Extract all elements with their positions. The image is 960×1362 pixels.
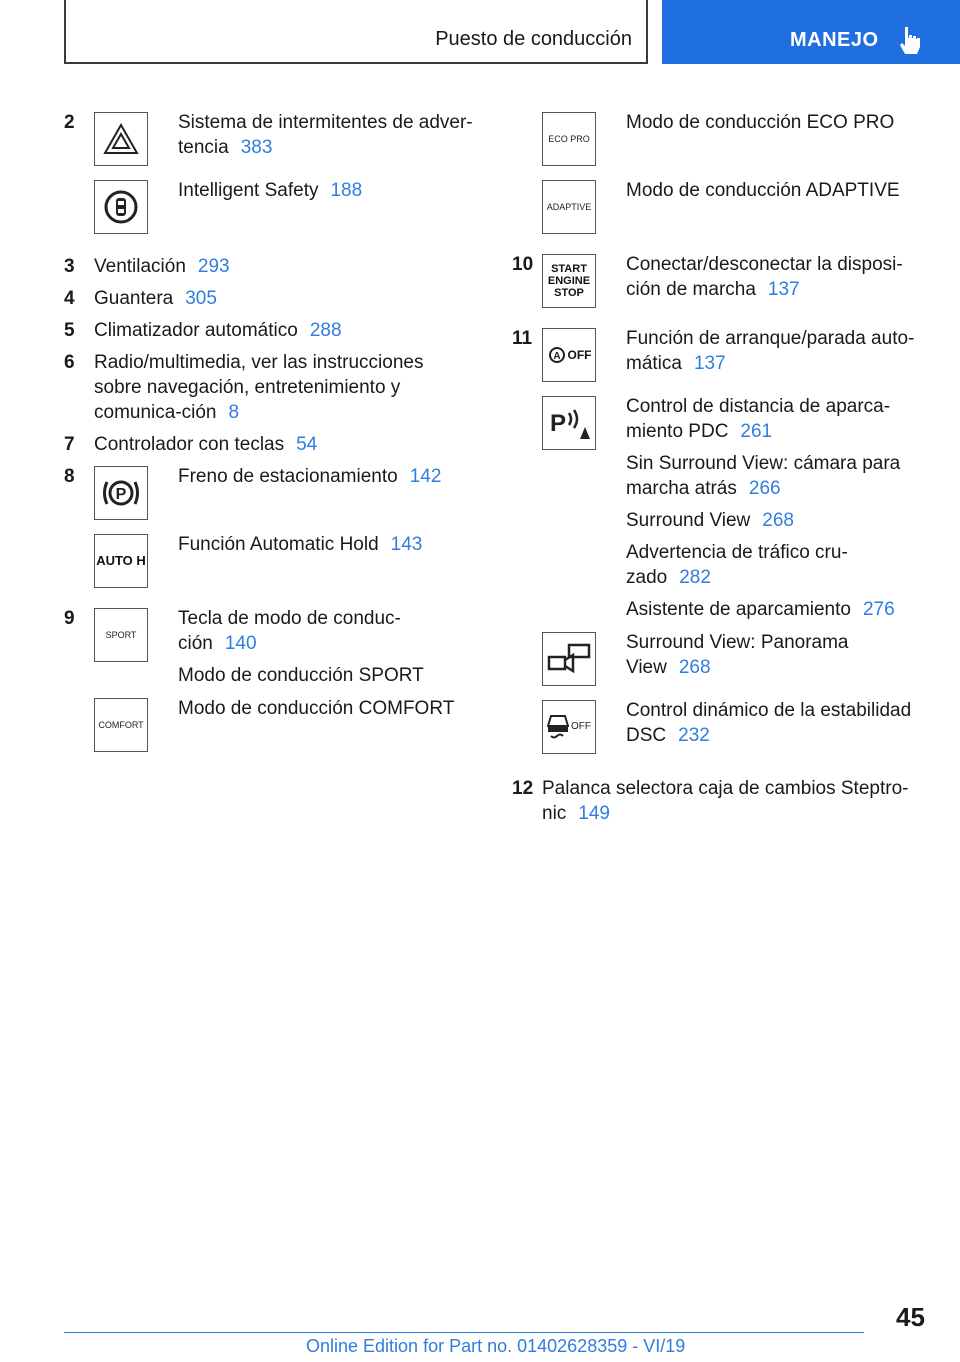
- intelligent-safety-icon: [94, 180, 148, 234]
- item-number: 6: [64, 352, 75, 373]
- chapter-title: MANEJO: [790, 29, 879, 51]
- list-item: [64, 464, 476, 520]
- item-number: 2: [64, 112, 75, 133]
- sport-mode-icon: SPORT: [94, 608, 148, 662]
- page-ref-link[interactable]: 137: [767, 279, 800, 300]
- list-item: [64, 110, 476, 166]
- item-text: Tecla de modo de conduc-ción 140: [178, 608, 401, 654]
- page-ref-link[interactable]: 149: [578, 803, 610, 824]
- item-text: Modo de conducción ADAPTIVE: [626, 180, 900, 201]
- panorama-view-icon: [542, 632, 596, 686]
- list-item: [512, 252, 922, 308]
- adaptive-icon: ADAPTIVE: [542, 180, 596, 234]
- auto-start-stop-off-icon: A OFF: [542, 328, 596, 382]
- page-ref-link[interactable]: 268: [762, 510, 794, 531]
- page-number: 45: [896, 1302, 925, 1332]
- item-text: Sistema de intermitentes de adver-tencia 383: [178, 112, 473, 158]
- list-item: 3 Ventilación 293: [64, 256, 230, 277]
- list-item: [512, 394, 922, 622]
- page-ref-link[interactable]: 142: [409, 466, 442, 487]
- chapter-tab[interactable]: [662, 0, 960, 64]
- parking-brake-icon: [94, 466, 148, 520]
- right-column: [512, 110, 922, 833]
- item-number: 7: [64, 434, 75, 455]
- page-ref-link[interactable]: 383: [240, 137, 273, 158]
- edition-text: Online Edition for Part no. 01402628359 - VI/19: [306, 1336, 686, 1356]
- item-text: Conectar/desconectar la disposi-ción de marcha 137: [626, 254, 903, 300]
- page-ref-link[interactable]: 54: [296, 434, 318, 455]
- item-text: Asistente de aparcamiento 276: [626, 599, 895, 620]
- list-item: 5 Climatizador automático 288: [64, 320, 342, 341]
- item-number: 8: [64, 466, 75, 487]
- item-text: Intelligent Safety 188: [178, 180, 363, 201]
- comfort-mode-icon: COMFORT: [94, 698, 148, 752]
- page-ref-link[interactable]: 305: [185, 288, 217, 309]
- list-item: [512, 178, 922, 234]
- list-item: [64, 532, 476, 588]
- page-ref-link[interactable]: 282: [679, 567, 711, 588]
- page-ref-link[interactable]: 188: [330, 180, 363, 201]
- page-ref-link[interactable]: 261: [740, 421, 773, 442]
- list-item: [512, 326, 922, 382]
- page-ref-link[interactable]: 140: [224, 633, 257, 654]
- list-item: [64, 606, 476, 688]
- item-text: Surround View: Panorama View 268: [626, 632, 849, 678]
- eco-pro-icon: ECO PRO: [542, 112, 596, 166]
- item-text: Advertencia de tráfico cru-zado 282: [626, 542, 848, 588]
- list-item: 12 Palanca selectora caja de cambios Steptro-nic 149: [512, 778, 909, 824]
- dsc-off-icon: OFF: [542, 700, 596, 754]
- item-text: Modo de conducción SPORT: [178, 665, 424, 686]
- list-item: 4 Guantera 305: [64, 288, 217, 309]
- page-ref-link[interactable]: 268: [678, 657, 711, 678]
- left-column: [64, 110, 476, 764]
- svg-text:P: P: [550, 410, 567, 437]
- svg-text:A: A: [552, 351, 561, 362]
- list-item: [512, 698, 922, 754]
- footer-divider: [64, 1332, 864, 1333]
- item-text: Función Automatic Hold 143: [178, 534, 423, 555]
- hand-pointer-icon: [896, 25, 922, 55]
- item-text: Control dinámico de la estabilidad DSC 232: [626, 700, 912, 746]
- list-item: [64, 178, 476, 234]
- item-number: 9: [64, 608, 75, 629]
- svg-text:P: P: [115, 486, 127, 503]
- item-text: Modo de conducción COMFORT: [178, 698, 455, 719]
- page-ref-link[interactable]: 8: [228, 402, 240, 423]
- page-ref-link[interactable]: 232: [678, 725, 710, 746]
- item-number: 4: [64, 288, 75, 309]
- list-item: 7 Controlador con teclas 54: [64, 434, 318, 455]
- start-stop-icon: START ENGINE STOP: [542, 254, 596, 308]
- list-item: [512, 630, 922, 686]
- item-text: Freno de estacionamiento 142: [178, 466, 442, 487]
- page-ref-link[interactable]: 266: [748, 478, 781, 499]
- page-ref-link[interactable]: 293: [197, 256, 230, 277]
- item-text: Surround View 268: [626, 510, 794, 531]
- item-number: 5: [64, 320, 75, 341]
- item-text: Función de arranque/parada auto-mática 137: [626, 328, 915, 374]
- page-ref-link[interactable]: 143: [390, 534, 423, 555]
- page-ref-link[interactable]: 288: [309, 320, 342, 341]
- list-item: 6 Radio/multimedia, ver las instrucciones sobre navegación, entretenimiento y comunica-ción 8: [64, 352, 424, 423]
- item-text: Modo de conducción ECO PRO: [626, 112, 895, 133]
- item-number: 12: [512, 778, 534, 799]
- item-text: Control de distancia de aparca-miento PDC 261: [626, 396, 891, 442]
- item-number: 3: [64, 256, 75, 277]
- page-ref-link[interactable]: 276: [862, 599, 895, 620]
- page-ref-link[interactable]: 137: [693, 353, 726, 374]
- list-item: [64, 696, 476, 752]
- header-section-box: [64, 0, 648, 64]
- section-title: Puesto de conducción: [435, 28, 632, 50]
- item-text: Sin Surround View: cámara para marcha atrás 266: [626, 453, 901, 499]
- pdc-icon: [542, 396, 596, 450]
- item-number: 11: [512, 328, 533, 349]
- auto-hold-icon: AUTO H: [94, 534, 148, 588]
- hazard-warning-icon: [94, 112, 148, 166]
- item-number: 10: [512, 254, 534, 275]
- list-item: [512, 110, 922, 166]
